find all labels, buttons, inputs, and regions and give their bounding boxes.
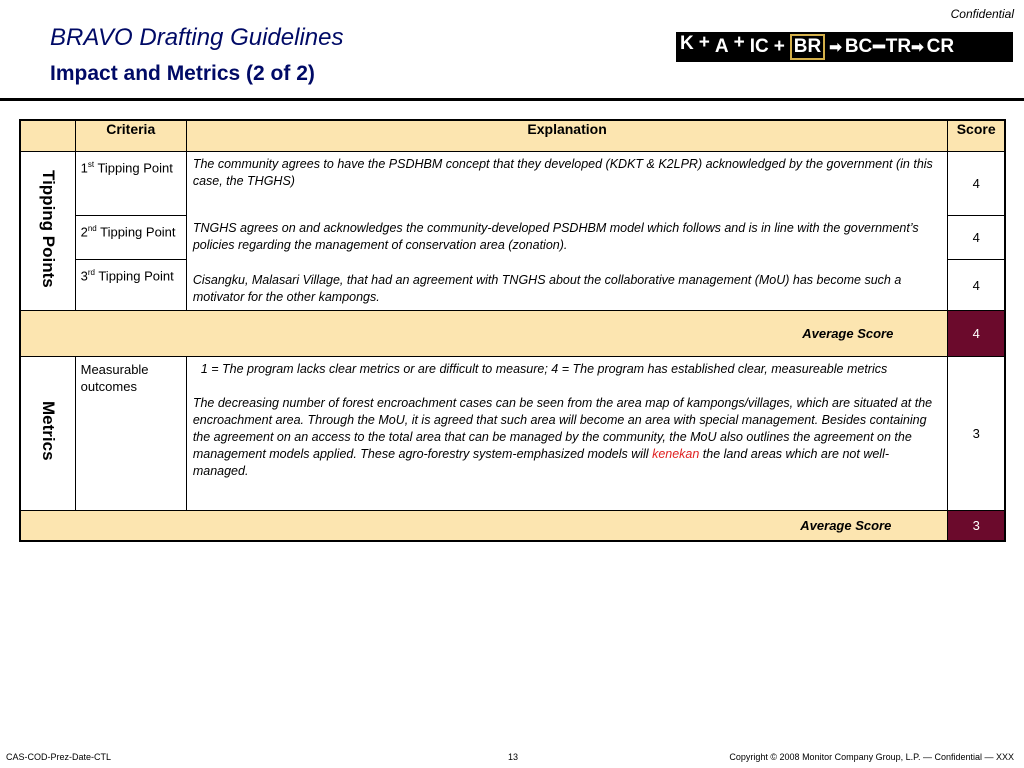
banner-plus: + [773,36,785,57]
ordinal-suffix: rd [87,268,95,277]
ordinal-suffix: nd [87,224,97,233]
banner-k: K [680,33,694,54]
header-explanation: Explanation [186,120,948,152]
banner-plus: + [733,32,745,53]
scale-text [193,361,942,378]
table-row [20,216,1005,260]
criteria-label: Tipping Point [96,224,176,240]
explanation-cell [186,152,948,216]
section-label-cell [20,152,75,311]
explanation-cell [186,216,948,260]
explanation-text: Cisangku, Malasari Village, that had an agreement with TNGHS about the collaborative management (MoU) has become such a motivator for the other kampongs. [192,272,902,304]
explanation-cell [186,260,948,311]
explanation-cell [186,357,948,511]
explanation-text [193,395,942,480]
average-score-value: 3 [948,511,1005,541]
dash-icon: ━ [873,36,885,58]
framework-banner [676,32,1013,62]
ordinal-suffix: st [87,160,95,169]
explanation-text: TNGHS agrees on and acknowledges the community-developed PSDHBM model which follows and is in line with the government’s policies regarding the management of conservation area (zonation). [192,220,919,252]
right-arrow-icon: ➡ [829,39,842,56]
criteria-label: Tipping Point [94,268,174,284]
explanation-text-end: the land areas which are not well-managed. [192,447,890,478]
header-criteria: Criteria [75,120,186,152]
section-label-metrics: Metrics [38,401,58,461]
ordinal: 3 [80,268,88,284]
header-rule [0,98,1024,101]
header-blank-cell [20,120,75,152]
highlighted-word: kenekan [652,447,700,461]
score-cell: 4 [948,260,1005,311]
average-row [20,511,1005,541]
footer-document-code: CAS-COD-Prez-Date-CTL [6,752,112,762]
scale-definition: 1 = The program lacks clear metrics or are difficult to measure; 4 = The program has established clear, measureable metrics [200,362,888,376]
banner-a: A [714,36,729,57]
average-row [20,311,1005,357]
banner-bc: BC [844,36,873,57]
right-arrow-icon: ➡ [911,39,924,56]
header-score: Score [948,120,1005,152]
banner-cr: CR [926,36,955,57]
footer-page-number: 13 [508,752,519,762]
criteria-label: Tipping Point [94,160,173,176]
score-cell: 4 [948,216,1005,260]
ordinal: 1 [80,160,88,176]
table-row [20,152,1005,216]
average-score-value: 4 [948,311,1005,357]
metrics-table [19,119,1006,542]
banner-br-highlight: BR [790,34,825,60]
table-row [20,357,1005,511]
table-row [20,260,1005,311]
criteria-cell [75,152,186,216]
section-label-cell [20,357,75,511]
explanation-text: The community agrees to have the PSDHBM concept that they developed (KDKT & K2LPR) acknowledged by the government (in this case, the THGHS) [192,157,933,188]
average-score-label: Average Score [20,511,948,541]
explanation-text-start: The decreasing number of forest encroachment cases can be seen from the area map of kampongs/villages, which are situated at the encroachment area. Through the MoU, it is agreed that such area will become an area with special management. Besides containing the agreement on an access to the total area that can be managed by the community, the MoU also outlines the agreement on the management models applied. These agro-forestry system-emphasized models will [192,396,933,461]
average-score-label: Average Score [20,311,948,357]
page-title: BRAVO Drafting Guidelines [50,24,344,51]
criteria-cell: Measurable outcomes [75,357,186,511]
footer-copyright: Copyright © 2008 Monitor Company Group, L.P. — Confidential — XXX [729,752,1014,762]
score-cell: 3 [948,357,1005,511]
section-label-tipping-points: Tipping Points [38,169,58,288]
ordinal: 2 [80,224,88,240]
banner-tr: TR [885,36,912,57]
banner-plus: + [698,32,710,53]
criteria-cell [75,260,186,311]
confidential-label: Confidential [950,7,1014,21]
criteria-cell [75,216,186,260]
page-subtitle: Impact and Metrics (2 of 2) [50,62,315,85]
table-header-row [20,120,1005,152]
banner-ic: IC [749,36,769,57]
score-cell: 4 [948,152,1005,216]
